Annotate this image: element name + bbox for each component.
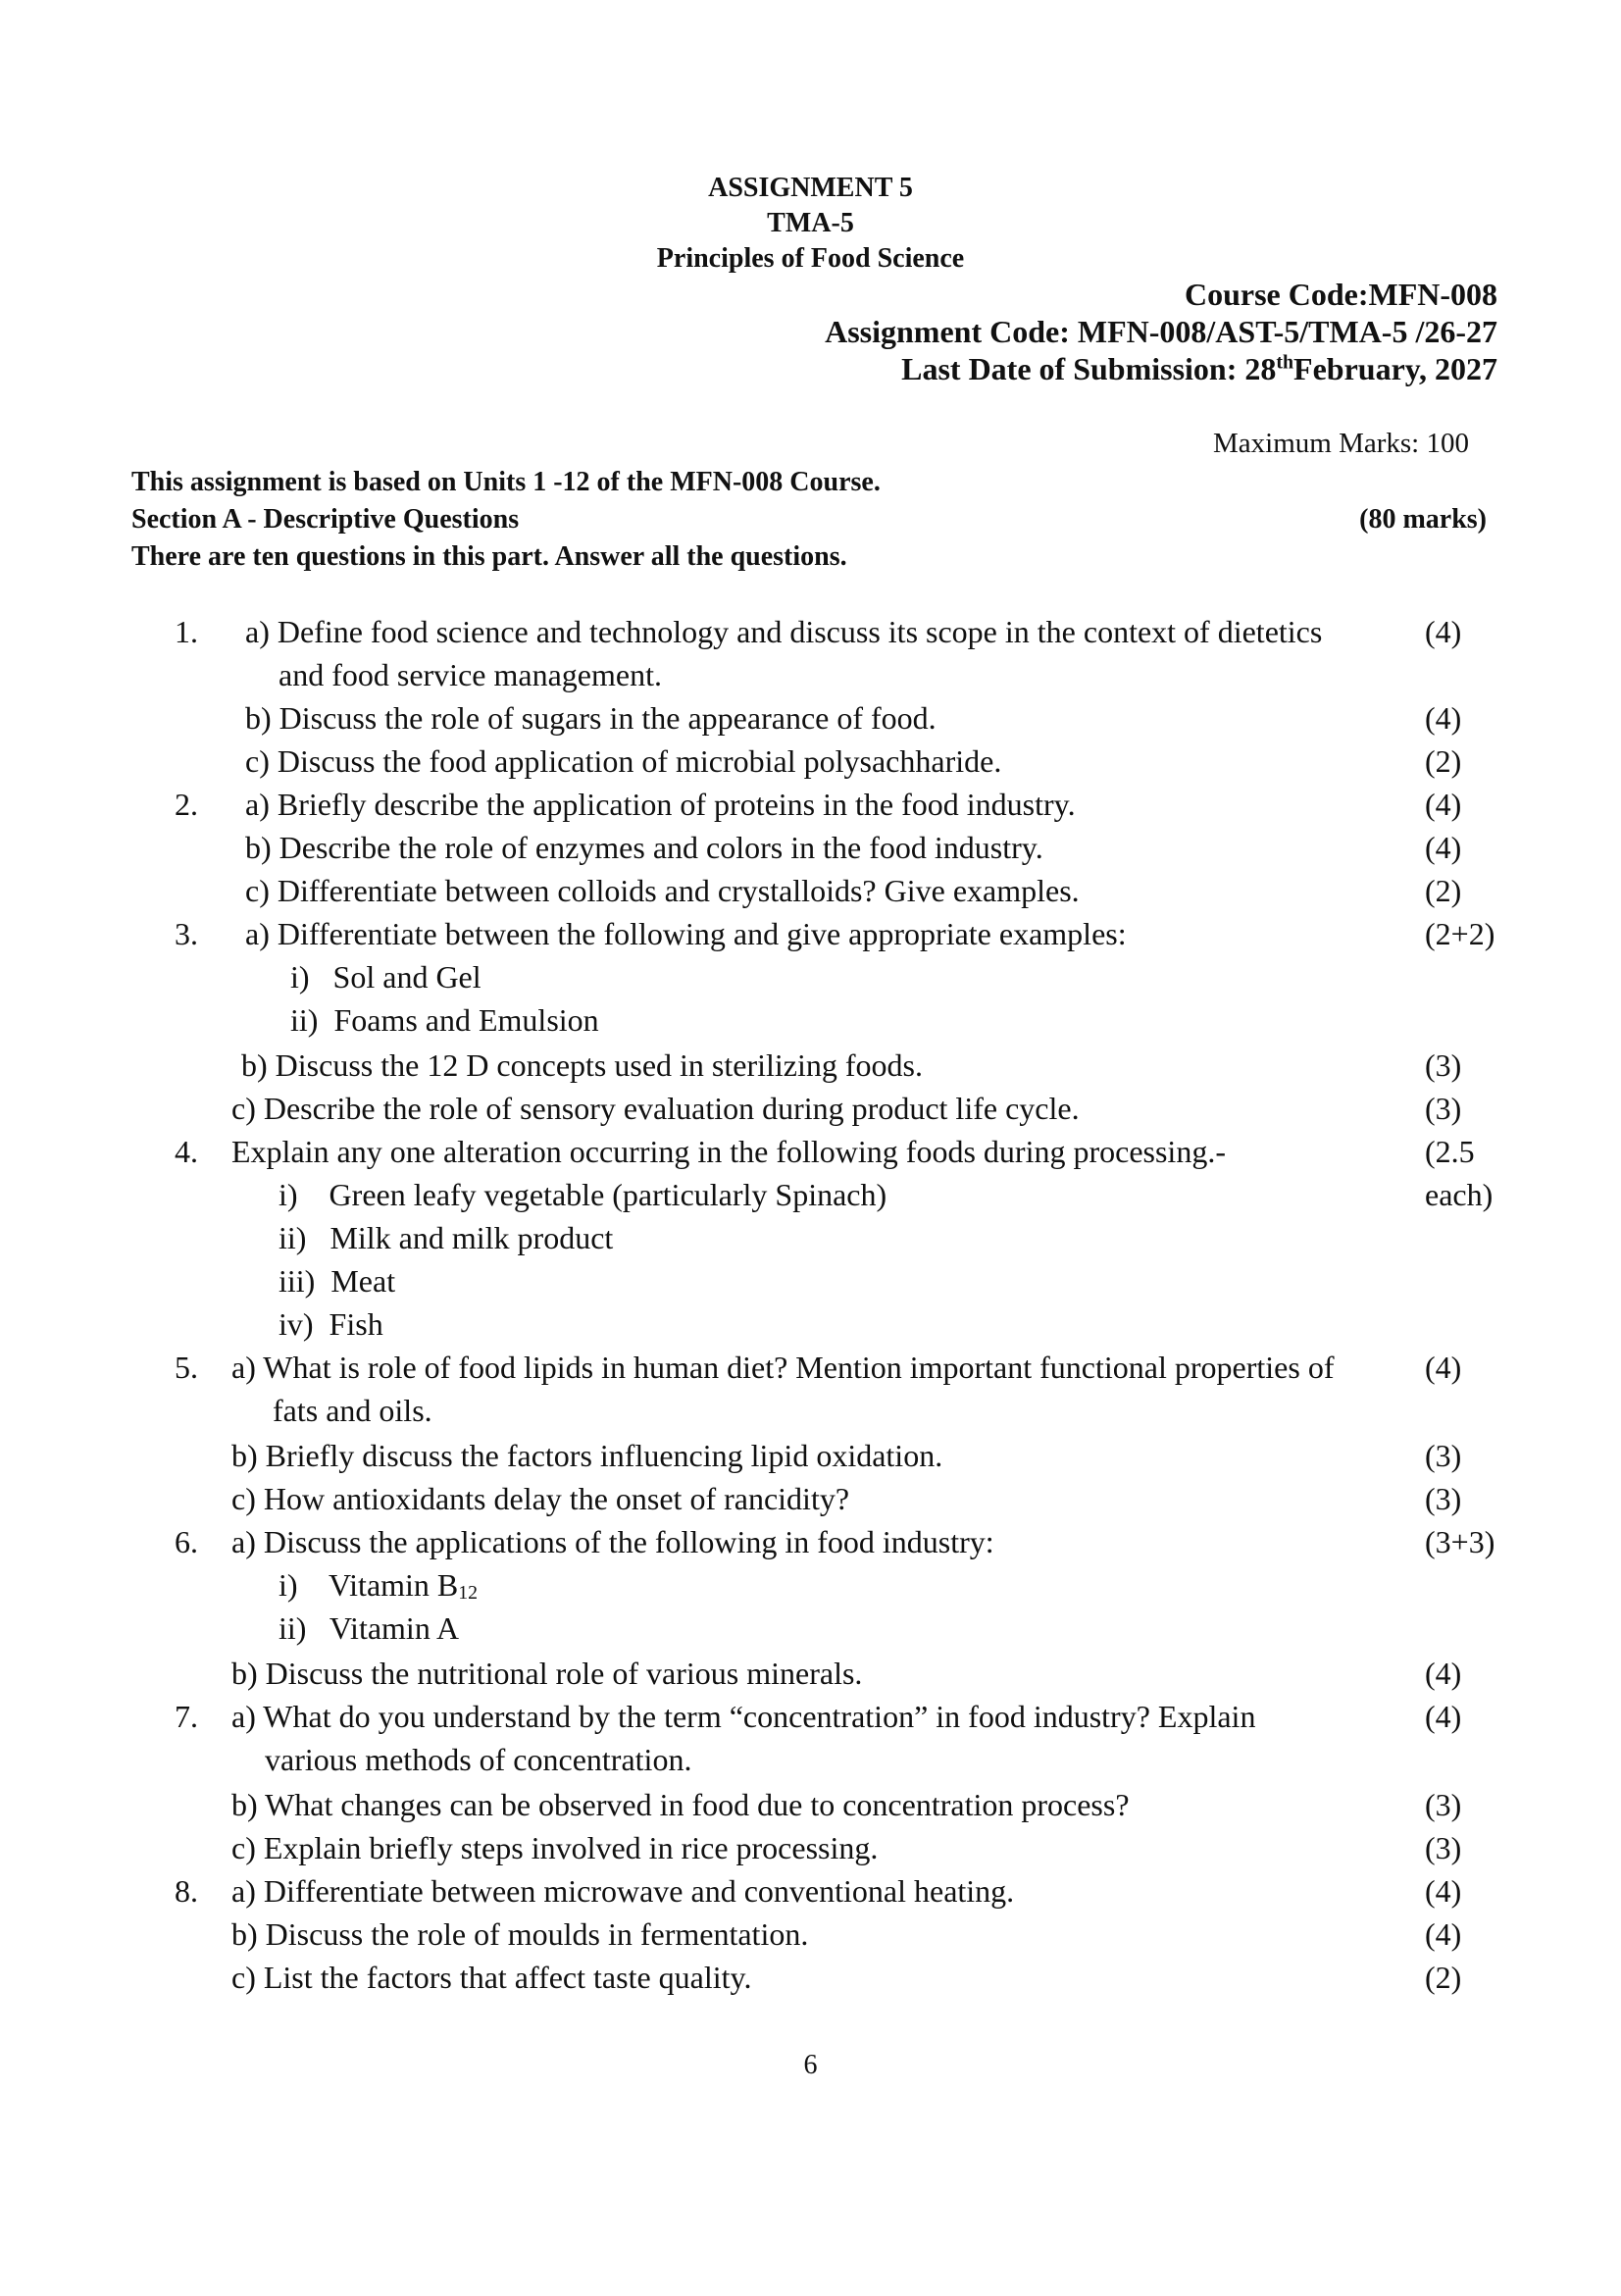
question-line [0,916,1621,959]
question-text: a) What is role of food lipids in human diet? Mention important functional properties of [231,1350,1335,1385]
last-date-of-submission: Last Date of Submission: 28thFebruary, 2027 [901,351,1497,386]
question-marks: (4) [1425,1916,1462,1952]
question-number: 5. [175,1350,198,1385]
question-line [0,1263,1621,1306]
question-number: 6. [175,1524,198,1559]
question-marks: each) [1425,1177,1494,1212]
assignment-code: Assignment Code: MFN-008/AST-5/TMA-5 /26-27 [825,314,1497,349]
question-text: c) Explain briefly steps involved in rice processing. [231,1830,879,1865]
question-text: a) What do you understand by the term “concentration” in food industry? Explain [231,1699,1256,1734]
question-marks: (3) [1425,1091,1462,1126]
question-line [0,787,1621,830]
question-text: various methods of concentration. [265,1742,692,1777]
question-line [0,1567,1621,1610]
question-marks: (2) [1425,873,1462,908]
question-text: i) Vitamin $B_{12}$ [279,1567,479,1604]
question-line [0,959,1621,1002]
question-text: ii) Foams and Emulsion [290,1002,599,1038]
question-line [0,1047,1621,1091]
question-marks: (3+3) [1425,1524,1495,1559]
question-line [0,1699,1621,1742]
question-marks: (2) [1425,1960,1462,1995]
question-text: and food service management. [279,657,662,692]
question-number: 7. [175,1699,198,1734]
question-line [0,1960,1621,2003]
question-line [0,1220,1621,1263]
question-text: c) Discuss the food application of microbial polysachharide. [245,743,1002,779]
question-marks: (4) [1425,1873,1462,1909]
question-marks: (3) [1425,1481,1462,1516]
question-marks: (4) [1425,700,1462,736]
question-line [0,1830,1621,1873]
section-instruction: There are ten questions in this part. Answer all the questions. [131,541,847,572]
question-text: fats and oils. [273,1393,432,1428]
question-line [0,1091,1621,1134]
question-marks: (2) [1425,743,1462,779]
question-line [0,1656,1621,1699]
question-line [0,1438,1621,1481]
question-line [0,1787,1621,1830]
question-text: ii) Vitamin A [279,1610,460,1646]
assignment-title: ASSIGNMENT 5 [708,173,913,203]
question-text: b) Discuss the role of sugars in the appearance of food. [245,700,937,736]
question-text: b) Discuss the nutritional role of various minerals. [231,1656,863,1691]
question-number: 2. [175,787,198,822]
question-line [0,1481,1621,1524]
question-line [0,1350,1621,1393]
question-marks: (3) [1425,1438,1462,1473]
question-marks: (3) [1425,1830,1462,1865]
question-line [0,700,1621,743]
tma-title: TMA-5 [767,208,854,238]
question-text: b) Discuss the 12 D concepts used in sterilizing foods. [241,1047,923,1083]
question-number: 8. [175,1873,198,1909]
course-title: Principles of Food Science [656,243,965,274]
question-line [0,1306,1621,1350]
question-marks: (3) [1425,1047,1462,1083]
question-text: a) Briefly describe the application of proteins in the food industry. [245,787,1076,822]
question-line [0,1134,1621,1177]
question-marks: (4) [1425,830,1462,865]
maximum-marks: Maximum Marks: 100 [1213,428,1469,459]
question-text: a) Differentiate between the following and give appropriate examples: [245,916,1127,951]
course-code: Course Code:MFN-008 [1184,277,1497,312]
question-marks: (2+2) [1425,916,1495,951]
question-marks: (4) [1425,1350,1462,1385]
question-text: b) Discuss the role of moulds in fermentation. [231,1916,809,1952]
question-line [0,614,1621,657]
question-number: 1. [175,614,198,649]
question-text: b) What changes can be observed in food due to concentration process? [231,1787,1130,1822]
question-marks: (2.5 [1425,1134,1475,1169]
question-text: b) Describe the role of enzymes and colors in the food industry. [245,830,1043,865]
question-line [0,1002,1621,1046]
question-line [0,830,1621,873]
question-line [0,1524,1621,1567]
question-text: i) Green leafy vegetable (particularly Spinach) [279,1177,887,1212]
question-marks: (4) [1425,1656,1462,1691]
question-line [0,873,1621,916]
question-text: iv) Fish [279,1306,383,1342]
question-number: 3. [175,916,198,951]
question-marks: (4) [1425,1699,1462,1734]
question-marks: (4) [1425,787,1462,822]
assignment-scope: This assignment is based on Units 1 -12 of the MFN-008 Course. [131,467,881,497]
section-heading: Section A - Descriptive Questions [131,504,520,535]
question-line [0,1916,1621,1960]
question-line [0,743,1621,787]
question-text: c) List the factors that affect taste quality. [231,1960,752,1995]
question-text: c) Differentiate between colloids and crystalloids? Give examples. [245,873,1080,908]
question-text: a) Define food science and technology and discuss its scope in the context of dietetics [245,614,1323,649]
question-text: b) Briefly discuss the factors influencing lipid oxidation. [231,1438,943,1473]
question-line [0,657,1621,700]
question-text: a) Differentiate between microwave and conventional heating. [231,1873,1015,1909]
question-line [0,1177,1621,1220]
question-marks: (4) [1425,614,1462,649]
page-number: 6 [803,2050,818,2080]
section-marks: (80 marks) [1359,504,1487,535]
question-text: c) Describe the role of sensory evaluation during product life cycle. [231,1091,1080,1126]
question-number: 4. [175,1134,198,1169]
question-line [0,1393,1621,1436]
question-line [0,1742,1621,1785]
subscript: 12 [458,1581,479,1604]
question-text: c) How antioxidants delay the onset of rancidity? [231,1481,850,1516]
question-line [0,1610,1621,1654]
question-text: ii) Milk and milk product [279,1220,614,1255]
question-line [0,1873,1621,1916]
question-text: i) Sol and Gel [290,959,481,995]
question-marks: (3) [1425,1787,1462,1822]
question-text: a) Discuss the applications of the following in food industry: [231,1524,994,1559]
question-text: iii) Meat [279,1263,396,1299]
question-text: Explain any one alteration occurring in the following foods during processing.- [231,1134,1226,1169]
